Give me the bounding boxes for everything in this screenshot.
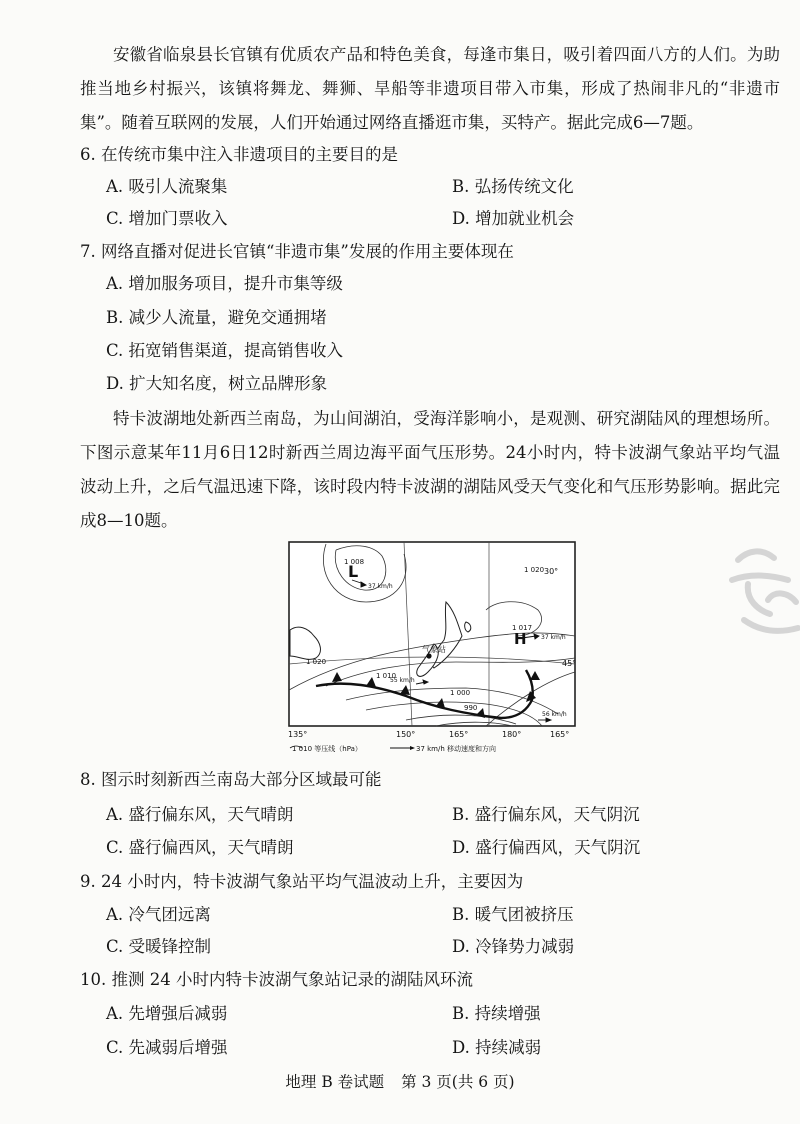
question-8-option-a[interactable]: A. 盛行偏东风，天气晴朗 (106, 805, 294, 824)
question-7-option-a[interactable]: A. 增加服务项目，提升市集等级 (106, 274, 343, 293)
isobar-label: 1 000 (450, 689, 471, 697)
isobar-label: 1 008 (344, 558, 365, 566)
speed-label: 55 km/h (390, 677, 415, 684)
high-pressure-center: H (514, 630, 527, 648)
question-6-option-d[interactable]: D. 增加就业机会 (452, 209, 575, 228)
isobar-label: 1 020 (306, 658, 327, 666)
seal-watermark (718, 540, 800, 650)
lon-label: 150° (396, 730, 416, 739)
speed-label: 56 km/h (542, 711, 567, 718)
question-9-option-d[interactable]: D. 冷锋势力减弱 (452, 937, 575, 956)
question-6-option-a[interactable]: A. 吸引人流聚集 (106, 177, 228, 196)
question-10-option-c[interactable]: C. 先减弱后增强 (106, 1038, 228, 1057)
pressure-map-figure (286, 540, 578, 758)
intro-paragraph-2: 特卡波湖地处新西兰南岛，为山间湖泊，受海洋影响小，是观测、研究湖陆风的理想场所。下图示意某年11月6日12时新西兰周边海平面气压形势。24小时内，特卡波湖气象站平均气温波动上升，之后气温迅速下降，该时段内特卡波湖的湖陆风受天气变化和气压形势影响。据此完成8—10题。 (80, 409, 780, 530)
lon-labels (288, 730, 569, 739)
question-10-option-d[interactable]: D. 持续减弱 (452, 1038, 542, 1057)
low-pressure-center: L (348, 562, 359, 581)
map-legend (290, 744, 496, 753)
legend-isobar-text: 1 010 等压线（hPa） (292, 745, 362, 753)
footer-subject: 地理 B 卷试题 (285, 1073, 385, 1091)
lat-label-30: 30° (544, 567, 559, 576)
question-10-option-b[interactable]: B. 持续增强 (452, 1004, 541, 1023)
question-8-stem: 8. 图示时刻新西兰南岛大部分区域最可能 (80, 770, 382, 789)
weather-station-label: 气象站 (422, 645, 446, 654)
isobar-label: 1 017 (512, 624, 533, 632)
footer-page-number: 第 3 页(共 6 页) (401, 1073, 515, 1091)
page-footer (0, 1070, 800, 1092)
isobar-label: 990 (464, 704, 478, 712)
question-8-option-b[interactable]: B. 盛行偏东风，天气阴沉 (452, 805, 640, 824)
lon-label: 165° (449, 730, 469, 739)
speed-label: 37 km/h (368, 583, 393, 590)
question-9-stem: 9. 24 小时内，特卡波湖气象站平均气温波动上升，主要因为 (80, 872, 524, 891)
lat-label-45: 45° (562, 659, 577, 668)
question-7-stem: 7. 网络直播对促进长官镇“非遗市集”发展的作用主要体现在 (80, 242, 514, 261)
question-10-option-a[interactable]: A. 先增强后减弱 (106, 1004, 228, 1023)
question-7-option-c[interactable]: C. 拓宽销售渠道，提高销售收入 (106, 341, 344, 360)
question-9-option-b[interactable]: B. 暖气团被挤压 (452, 905, 574, 924)
lon-label: 180° (502, 730, 522, 739)
legend-arrow-text: 37 km/h 移动速度和方向 (416, 745, 497, 753)
question-6-option-c[interactable]: C. 增加门票收入 (106, 209, 228, 228)
isobar-label: 1 020 (524, 566, 545, 574)
question-8-option-d[interactable]: D. 盛行偏西风，天气阴沉 (452, 838, 641, 857)
question-9-option-a[interactable]: A. 冷气团远离 (106, 905, 211, 924)
question-8-option-c[interactable]: C. 盛行偏西风，天气晴朗 (106, 838, 294, 857)
question-10-stem: 10. 推测 24 小时内特卡波湖气象站记录的湖陆风环流 (80, 970, 473, 989)
lon-label: 135° (288, 730, 308, 739)
speed-label: 37 km/h (541, 634, 566, 641)
question-7-option-b[interactable]: B. 减少人流量，避免交通拥堵 (106, 308, 327, 327)
question-9-option-c[interactable]: C. 受暖锋控制 (106, 937, 212, 956)
question-7-option-d[interactable]: D. 扩大知名度，树立品牌形象 (106, 374, 328, 393)
weather-station-marker (426, 653, 431, 658)
isobar-label: 1 010 (376, 672, 397, 680)
question-6-option-b[interactable]: B. 弘扬传统文化 (452, 177, 574, 196)
intro-paragraph-1: 安徽省临泉县长官镇有优质农产品和特色美食，每逢市集日，吸引着四面八方的人们。为助推当地乡村振兴，该镇将舞龙、舞狮、旱船等非遗项目带入市集，形成了热闹非凡的“非遗市集”。随着互联网的发展，人们开始通过网络直播逛市集，买特产。据此完成6—7题。 (80, 45, 780, 132)
question-6-stem: 6. 在传统市集中注入非遗项目的主要目的是 (80, 145, 398, 164)
lon-label: 165° (550, 730, 570, 739)
